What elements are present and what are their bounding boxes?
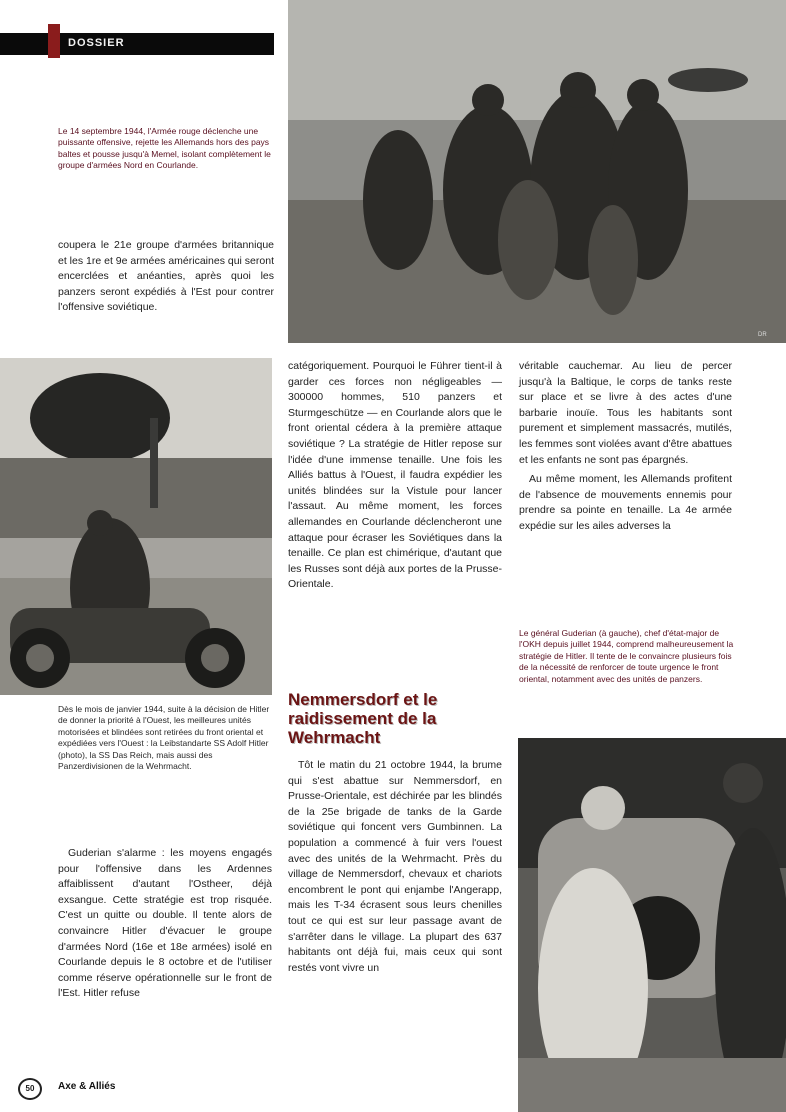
caption-right: Le général Guderian (à gauche), chef d'état-major de l'OKH depuis juillet 1944, comprend malheureusement la stratégie de Hitler. Il tente de le convaincre plusieurs fois de la nécessité de renforcer de toute urgence le front oriental, notamment avec des unités de panzers. (519, 628, 734, 684)
caption-top-left: Le 14 septembre 1944, l'Armée rouge déclenche une puissante offensive, rejette les Allemands hors des pays baltes et pousse jusqu'à Memel, isolant complètement le groupe d'armées Nord en Courlande. (58, 126, 271, 171)
column2-bottom-text (288, 758, 502, 980)
paragraph: Guderian s'alarme : les moyens engagés pour l'offensive dans les Ardennes affaiblissent d'autant l'Ostheer, déjà exsangue. Cette stratégie est trop risquée. C'est un quitte ou double. Il tente alors de convaincre Hitler d'évacuer le groupe d'armées Nord (16e et 18e armées) isolé en Courlande depuis le 8 octobre et de l'utiliser comme réserve opérationnelle sur le front de l'Est. Hitler refuse (58, 847, 272, 1000)
section-label: DOSSIER (68, 37, 125, 49)
photo-credit: DR (758, 332, 767, 338)
paragraph: Tôt le matin du 21 octobre 1944, la brume qui s'est abattue sur Nemmersdorf, en Prusse-Orientale, est déchirée par les blindés de la 25e brigade de tanks de la Garde soviétique qui foncent vers Gumbinnen. La population a commencé à fuir vers l'ouest avec des unités de la Wehrmacht. Près du village de Nemmersdorf, chevaux et chariots encombrent le pont qui enjambe l'Angerapp, mais les T-34 écrasent sous leurs chenilles tout ce qui est sur leur passage avant de s'arrêter dans le village. La plupart des 637 habitants ont déjà fui, mais ceux qui sont restés vont vivre un (288, 759, 502, 974)
photo-motorcycle-sidecar (0, 358, 272, 695)
column1-top-text (58, 238, 274, 320)
paragraph: coupera le 21e groupe d'armées britannique et les 1re et 9e armées américaines qui seront encerclées et anéanties, après quoi les panzers seront expédiés à l'Est pour contrer l'offensive soviétique. (58, 239, 274, 314)
caption-middle-left: Dès le mois de janvier 1944, suite à la décision de Hitler de donner la priorité à l'Ouest, les meilleures unités motorisées et blindées sont retirées du front oriental et expédiées vers l'Ouest : la Leibstandarte SS Adolf Hitler (photo), la SS Das Reich, mais aussi des Panzerdivisionen de la Wehrmacht. (58, 704, 270, 772)
paragraph: Au même moment, les Allemands profitent de l'absence de mouvements ennemis pour prendre sa pointe en tenaille. La 4e armée expédie sur les ailes adverses la (519, 473, 732, 532)
page-number: 50 (18, 1078, 42, 1100)
section-header-bar (0, 33, 274, 55)
section-accent-mark (48, 24, 60, 58)
section-heading: Nemmersdorf et le raidissement de la Wehrmacht (288, 690, 438, 747)
paragraph: catégoriquement. Pourquoi le Führer tient-il à garder ces forces non négligeables — 300000 hommes, 510 panzers et Sturmgeschütze — en Courlande alors que le front oriental cédera à la première attaque soviétique ? La stratégie de Hitler repose sur l'idée d'une immense tenaille. Une fois les Alliés battus à l'Ouest, il faudra expédier les unités blindées sur la Vistule pour lancer l'assaut. Au même moment, les forces allemandes en Courlande déclencheront une attaque pour écraser les Soviétiques dans la tenaille. Ce plan est chimérique, d'autant que les Russes sont déjà aux portes de la Prusse-Orientale. (288, 360, 502, 591)
column1-bottom-text (58, 846, 272, 1006)
photo-soldiers-field (288, 0, 786, 343)
photo-officers-car (518, 738, 786, 1112)
column3-text (519, 359, 732, 539)
magazine-logo: Axe & Alliés (58, 1081, 116, 1092)
column2-top-text (288, 359, 502, 597)
paragraph: véritable cauchemar. Au lieu de percer jusqu'à la Baltique, le corps de tanks reste sur place et se livre à des actes d'une barbarie inouïe. Tous les habitants sont purement et simplement massacrés, mutilés, les femmes sont violées avant d'être abattues et les enfants ne sont pas épargnés. (519, 360, 732, 466)
